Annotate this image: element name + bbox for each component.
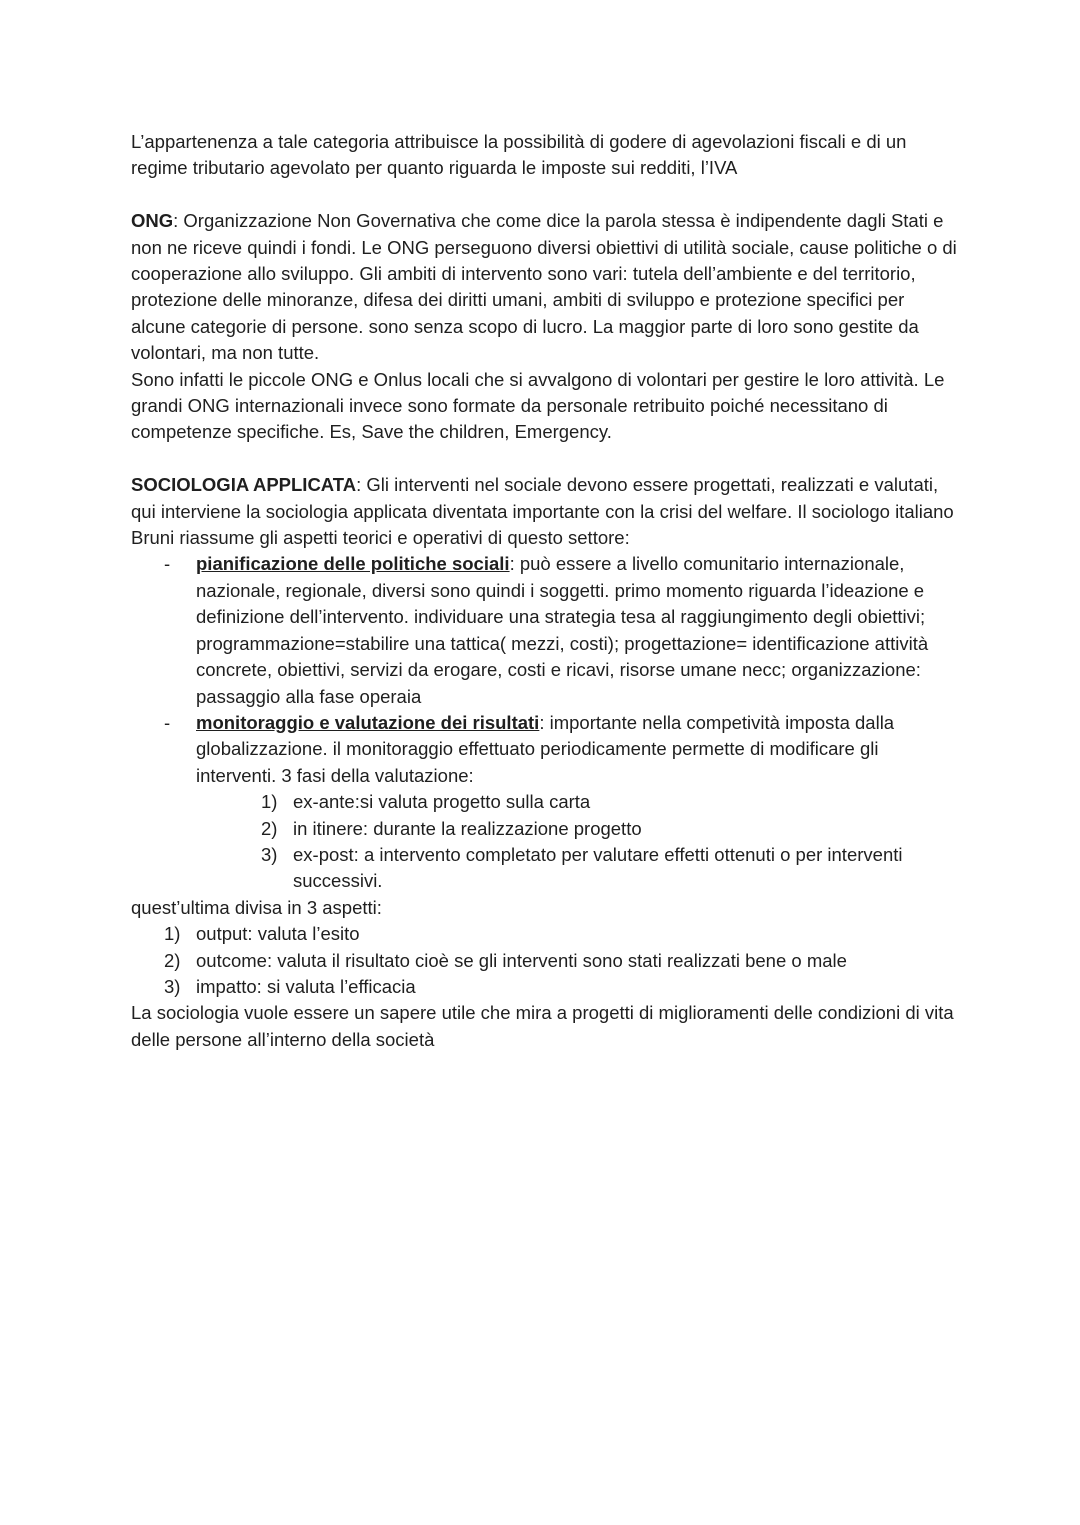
list-number: 2): [164, 949, 181, 971]
list-item: [164, 921, 961, 947]
intro-paragraph: L’appartenenza a tale categoria attribuisce la possibilità di godere di agevolazioni fiscali e di un regime tributario agevolato per quanto riguarda le imposte sui redditi, l’IVA: [131, 131, 907, 179]
list-item: [164, 948, 961, 974]
ong-paragraph: [131, 208, 961, 366]
list-number: 1): [261, 791, 278, 813]
sociologia-term: SOCIOLOGIA APPLICATA: [131, 474, 357, 496]
ong-term: ONG: [131, 210, 174, 232]
conclusion-paragraph: La sociologia vuole essere un sapere utile che mira a progetti di miglioramenti delle condizioni di vita delle persone all’interno della società: [131, 1002, 954, 1050]
bullet-monitoraggio: [131, 710, 961, 789]
list-number: 3): [164, 975, 181, 997]
paragraph-gap: [131, 182, 961, 208]
list-item: [261, 789, 961, 815]
ong-paragraph-continued: Sono infatti le piccole ONG e Onlus locali che si avvalgono di volontari per gestire le loro attività. Le grandi ONG internazionali invece sono formate da personale retribuito poiché necessitano di competenze specifiche. Es, Save the children, Emergency.: [131, 368, 945, 443]
bullet-pianificazione: [131, 551, 961, 709]
ong-definition: : Organizzazione Non Governativa che come dice la parola stessa è indipendente dagli Stati e non ne riceve quindi i fondi. Le ONG perseguono diversi obiettivi di utilità sociale, cause politiche o di cooperazione allo sviluppo. Gli ambiti di intervento sono vari: tutela dell’ambiente e del territorio, protezione delle minoranze, difesa dei diritti umani, ambiti di sviluppo e protezione specifici per alcune categorie di persone. sono senza scopo di lucro. La maggior parte di loro sono gestite da volontari, ma non tutte.: [131, 210, 957, 364]
list-item: [164, 974, 961, 1000]
sociologia-paragraph: [131, 472, 961, 551]
list-item: [261, 842, 961, 895]
list-number: 2): [261, 817, 278, 839]
list-item-text: in itinere: durante la realizzazione progetto: [293, 817, 642, 839]
dash-bullet: -: [164, 711, 171, 733]
aspetti-list: [131, 921, 961, 1000]
list-item-text: ex-ante:si valuta progetto sulla carta: [293, 791, 591, 813]
list-number: 1): [164, 923, 181, 945]
paragraph-gap: [131, 446, 961, 472]
fasi-valutazione-list: [131, 789, 961, 895]
sociologia-definition: : Gli interventi nel sociale devono essere progettati, realizzati e valutati, qui interviene la sociologia applicata diventata importante con la crisi del welfare. Il sociologo italiano Bruni riassume gli aspetti teorici e operativi di questo settore:: [131, 474, 954, 549]
list-number: 3): [261, 843, 278, 865]
dash-bullet: -: [164, 553, 171, 575]
list-item: [261, 816, 961, 842]
list-item-text: impatto: si valuta l’efficacia: [196, 975, 416, 997]
aspetti-intro: quest’ultima divisa in 3 aspetti:: [131, 896, 382, 918]
document-body: [131, 129, 961, 1053]
list-item-text: outcome: valuta il risultato cioè se gli interventi sono stati realizzati bene o male: [196, 949, 847, 971]
list-item-text: output: valuta l’esito: [196, 923, 360, 945]
pianificazione-term: pianificazione delle politiche sociali: [196, 553, 510, 575]
monitoraggio-text: : importante nella competività imposta dalla globalizzazione. il monitoraggio effettuato periodicamente permette di modificare gli interventi. 3 fasi della valutazione:: [196, 711, 895, 786]
pianificazione-text: : può essere a livello comunitario internazionale, nazionale, regionale, diversi sono quindi i soggetti. primo momento riguarda l’ideazione e definizione dell’intervento. individuare una strategia tesa al raggiungimento degli obiettivi; programmazione=stabilire una tattica( mezzi, costi); progettazione= identificazione attività concrete, obiettivi, servizi da erogare, costi e ricavi, risorse umane necc; organizzazione: passaggio alla fase operaia: [196, 553, 929, 707]
monitoraggio-term: monitoraggio e valutazione dei risultati: [196, 711, 540, 733]
list-item-text: ex-post: a intervento completato per valutare effetti ottenuti o per interventi successivi.: [293, 843, 903, 892]
